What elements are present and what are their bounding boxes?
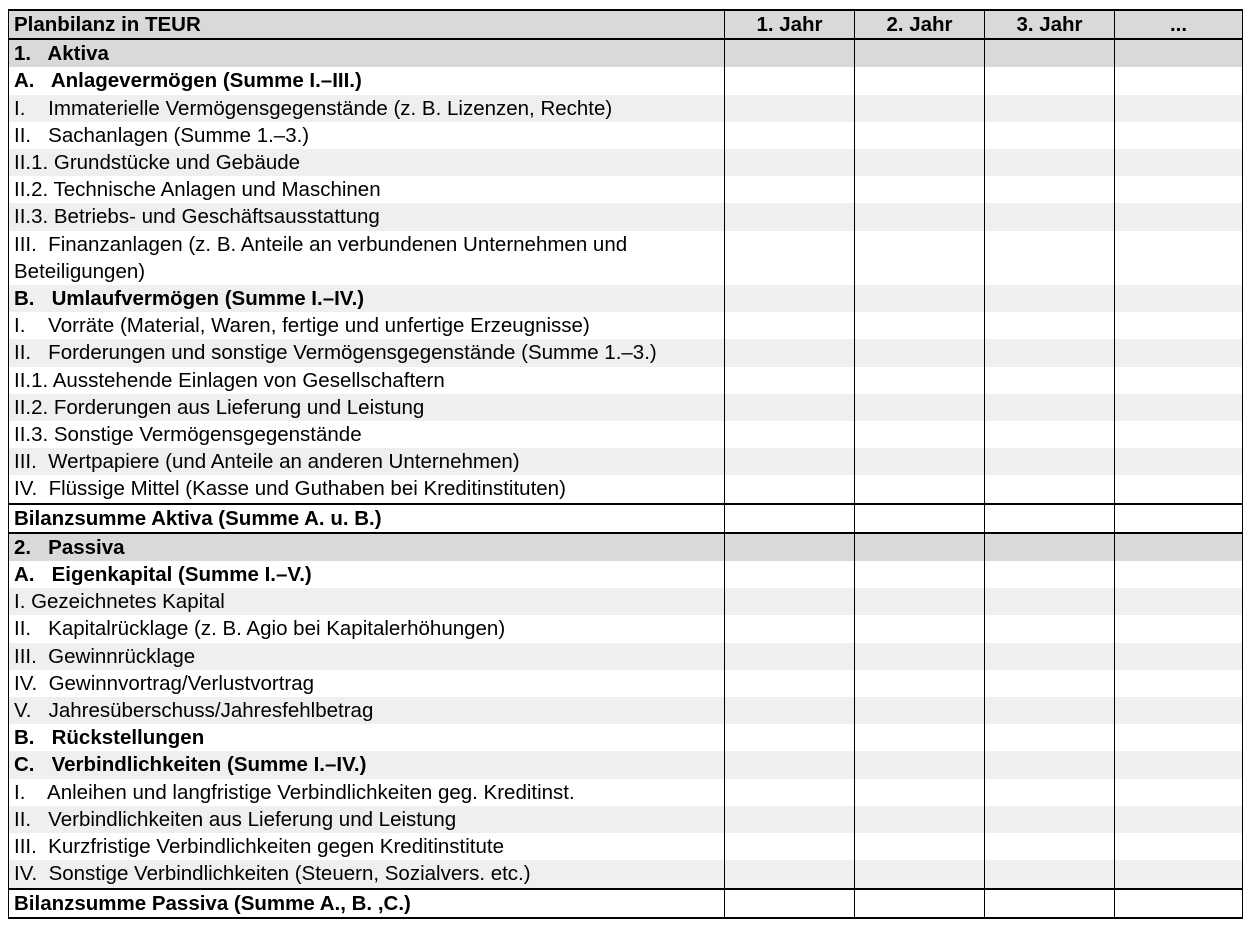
cell-year-2[interactable]	[855, 448, 985, 475]
table-row	[9, 561, 1243, 588]
row-label: I. Vorräte (Material, Waren, fertige und unfertige Erzeugnisse)	[9, 312, 725, 339]
cell-year-1[interactable]	[725, 615, 855, 642]
column-header-year-2: 2. Jahr	[855, 10, 985, 39]
row-label: I. Gezeichnetes Kapital	[9, 588, 725, 615]
table-row	[9, 697, 1243, 724]
cell-year-2[interactable]	[855, 889, 985, 918]
table-row	[9, 860, 1243, 888]
cell-more[interactable]	[1115, 697, 1243, 724]
table-row	[9, 394, 1243, 421]
cell-year-3[interactable]	[985, 203, 1115, 230]
column-header-more: ...	[1115, 10, 1243, 39]
cell-year-2[interactable]	[855, 751, 985, 778]
cell-year-1[interactable]	[725, 231, 855, 285]
row-label: 1. Aktiva	[9, 39, 725, 67]
row-label: II. Forderungen und sonstige Vermögensgegenstände (Summe 1.–3.)	[9, 339, 725, 366]
cell-year-3[interactable]	[985, 285, 1115, 312]
cell-year-3[interactable]	[985, 312, 1115, 339]
cell-year-2[interactable]	[855, 475, 985, 503]
cell-year-3[interactable]	[985, 421, 1115, 448]
cell-year-1[interactable]	[725, 367, 855, 394]
row-label: II. Verbindlichkeiten aus Lieferung und Leistung	[9, 806, 725, 833]
cell-more[interactable]	[1115, 670, 1243, 697]
table-row	[9, 588, 1243, 615]
cell-year-2[interactable]	[855, 67, 985, 94]
cell-more[interactable]	[1115, 448, 1243, 475]
cell-more[interactable]	[1115, 95, 1243, 122]
cell-year-3[interactable]	[985, 448, 1115, 475]
table-row	[9, 149, 1243, 176]
cell-year-3[interactable]	[985, 697, 1115, 724]
cell-year-2[interactable]	[855, 588, 985, 615]
cell-more[interactable]	[1115, 149, 1243, 176]
cell-year-1[interactable]	[725, 588, 855, 615]
cell-year-2[interactable]	[855, 670, 985, 697]
cell-more[interactable]	[1115, 724, 1243, 751]
cell-year-3[interactable]	[985, 122, 1115, 149]
cell-year-2[interactable]	[855, 312, 985, 339]
cell-more[interactable]	[1115, 312, 1243, 339]
row-label: III. Finanzanlagen (z. B. Anteile an verbundenen Unternehmen und Beteiligungen)	[9, 231, 725, 285]
cell-more[interactable]	[1115, 176, 1243, 203]
cell-more[interactable]	[1115, 39, 1243, 67]
cell-year-1[interactable]	[725, 643, 855, 670]
row-label: III. Gewinnrücklage	[9, 643, 725, 670]
cell-more[interactable]	[1115, 504, 1243, 533]
table-row	[9, 779, 1243, 806]
cell-year-2[interactable]	[855, 149, 985, 176]
row-label: 2. Passiva	[9, 533, 725, 561]
row-label: IV. Flüssige Mittel (Kasse und Guthaben bei Kreditinstituten)	[9, 475, 725, 503]
cell-year-2[interactable]	[855, 39, 985, 67]
cell-more[interactable]	[1115, 533, 1243, 561]
cell-year-1[interactable]	[725, 339, 855, 366]
balance-sheet-container	[8, 9, 1243, 919]
cell-year-2[interactable]	[855, 504, 985, 533]
cell-more[interactable]	[1115, 615, 1243, 642]
table-row	[9, 312, 1243, 339]
cell-year-1[interactable]	[725, 122, 855, 149]
cell-year-3[interactable]	[985, 561, 1115, 588]
table-row	[9, 67, 1243, 94]
table-row	[9, 203, 1243, 230]
cell-year-1[interactable]	[725, 561, 855, 588]
cell-year-2[interactable]	[855, 806, 985, 833]
cell-more[interactable]	[1115, 889, 1243, 918]
cell-year-2[interactable]	[855, 203, 985, 230]
row-label: V. Jahresüberschuss/Jahresfehlbetrag	[9, 697, 725, 724]
cell-year-3[interactable]	[985, 643, 1115, 670]
cell-year-1[interactable]	[725, 724, 855, 751]
cell-more[interactable]	[1115, 751, 1243, 778]
cell-year-1[interactable]	[725, 833, 855, 860]
row-label: Bilanzsumme Aktiva (Summe A. u. B.)	[9, 504, 725, 533]
cell-year-3[interactable]	[985, 724, 1115, 751]
cell-more[interactable]	[1115, 122, 1243, 149]
cell-more[interactable]	[1115, 588, 1243, 615]
cell-more[interactable]	[1115, 806, 1243, 833]
row-label: IV. Gewinnvortrag/Verlustvortrag	[9, 670, 725, 697]
planbilanz-table	[8, 9, 1243, 919]
cell-year-1[interactable]	[725, 448, 855, 475]
cell-more[interactable]	[1115, 285, 1243, 312]
cell-year-1[interactable]	[725, 475, 855, 503]
table-row	[9, 122, 1243, 149]
row-label: II.3. Sonstige Vermögensgegenstände	[9, 421, 725, 448]
cell-year-1[interactable]	[725, 95, 855, 122]
cell-more[interactable]	[1115, 231, 1243, 285]
table-row	[9, 724, 1243, 751]
cell-year-2[interactable]	[855, 615, 985, 642]
row-label: II.1. Grundstücke und Gebäude	[9, 149, 725, 176]
cell-year-2[interactable]	[855, 285, 985, 312]
cell-year-2[interactable]	[855, 95, 985, 122]
cell-more[interactable]	[1115, 421, 1243, 448]
cell-more[interactable]	[1115, 394, 1243, 421]
cell-year-1[interactable]	[725, 779, 855, 806]
cell-year-1[interactable]	[725, 312, 855, 339]
cell-year-3[interactable]	[985, 95, 1115, 122]
cell-year-2[interactable]	[855, 860, 985, 888]
cell-year-2[interactable]	[855, 643, 985, 670]
row-label: II.3. Betriebs- und Geschäftsausstattung	[9, 203, 725, 230]
table-row	[9, 670, 1243, 697]
cell-year-3[interactable]	[985, 149, 1115, 176]
cell-year-3[interactable]	[985, 504, 1115, 533]
cell-year-1[interactable]	[725, 285, 855, 312]
table-row	[9, 339, 1243, 366]
row-label: III. Wertpapiere (und Anteile an anderen Unternehmen)	[9, 448, 725, 475]
row-label: B. Umlaufvermögen (Summe I.–IV.)	[9, 285, 725, 312]
table-row	[9, 285, 1243, 312]
cell-year-1[interactable]	[725, 39, 855, 67]
table-row	[9, 176, 1243, 203]
cell-year-1[interactable]	[725, 533, 855, 561]
cell-year-3[interactable]	[985, 67, 1115, 94]
cell-year-2[interactable]	[855, 724, 985, 751]
row-label: III. Kurzfristige Verbindlichkeiten gegen Kreditinstitute	[9, 833, 725, 860]
column-header-year-3: 3. Jahr	[985, 10, 1115, 39]
cell-year-3[interactable]	[985, 339, 1115, 366]
cell-more[interactable]	[1115, 67, 1243, 94]
row-label: C. Verbindlichkeiten (Summe I.–IV.)	[9, 751, 725, 778]
cell-more[interactable]	[1115, 367, 1243, 394]
cell-year-3[interactable]	[985, 779, 1115, 806]
table-row	[9, 643, 1243, 670]
cell-year-3[interactable]	[985, 889, 1115, 918]
row-label: A. Anlagevermögen (Summe I.–III.)	[9, 67, 725, 94]
cell-year-3[interactable]	[985, 670, 1115, 697]
cell-year-3[interactable]	[985, 394, 1115, 421]
row-label: II.2. Technische Anlagen und Maschinen	[9, 176, 725, 203]
cell-more[interactable]	[1115, 339, 1243, 366]
cell-year-2[interactable]	[855, 231, 985, 285]
cell-more[interactable]	[1115, 860, 1243, 888]
table-row	[9, 751, 1243, 778]
cell-year-2[interactable]	[855, 561, 985, 588]
row-label: II.1. Ausstehende Einlagen von Gesellschaftern	[9, 367, 725, 394]
cell-more[interactable]	[1115, 475, 1243, 503]
cell-year-1[interactable]	[725, 421, 855, 448]
cell-year-1[interactable]	[725, 889, 855, 918]
cell-year-2[interactable]	[855, 697, 985, 724]
cell-year-2[interactable]	[855, 394, 985, 421]
section-row-aktiva	[9, 39, 1243, 67]
cell-year-3[interactable]	[985, 533, 1115, 561]
table-row	[9, 367, 1243, 394]
cell-year-3[interactable]	[985, 475, 1115, 503]
cell-more[interactable]	[1115, 779, 1243, 806]
row-label: II. Kapitalrücklage (z. B. Agio bei Kapitalerhöhungen)	[9, 615, 725, 642]
cell-year-1[interactable]	[725, 203, 855, 230]
cell-more[interactable]	[1115, 203, 1243, 230]
cell-year-1[interactable]	[725, 67, 855, 94]
cell-year-1[interactable]	[725, 806, 855, 833]
cell-year-1[interactable]	[725, 697, 855, 724]
row-label: A. Eigenkapital (Summe I.–V.)	[9, 561, 725, 588]
row-label: II.2. Forderungen aus Lieferung und Leistung	[9, 394, 725, 421]
cell-year-1[interactable]	[725, 860, 855, 888]
cell-year-3[interactable]	[985, 751, 1115, 778]
cell-year-1[interactable]	[725, 751, 855, 778]
cell-year-3[interactable]	[985, 176, 1115, 203]
cell-year-3[interactable]	[985, 806, 1115, 833]
cell-year-2[interactable]	[855, 367, 985, 394]
row-label: II. Sachanlagen (Summe 1.–3.)	[9, 122, 725, 149]
table-title: Planbilanz in TEUR	[9, 10, 725, 39]
cell-more[interactable]	[1115, 561, 1243, 588]
cell-year-1[interactable]	[725, 176, 855, 203]
cell-year-3[interactable]	[985, 367, 1115, 394]
total-row-aktiva	[9, 504, 1243, 533]
row-label: IV. Sonstige Verbindlichkeiten (Steuern, Sozialvers. etc.)	[9, 860, 725, 888]
table-row	[9, 615, 1243, 642]
table-row	[9, 475, 1243, 503]
cell-year-2[interactable]	[855, 533, 985, 561]
cell-year-1[interactable]	[725, 394, 855, 421]
cell-year-2[interactable]	[855, 176, 985, 203]
cell-more[interactable]	[1115, 643, 1243, 670]
cell-year-3[interactable]	[985, 615, 1115, 642]
cell-year-2[interactable]	[855, 339, 985, 366]
cell-year-2[interactable]	[855, 833, 985, 860]
cell-year-2[interactable]	[855, 122, 985, 149]
cell-year-3[interactable]	[985, 833, 1115, 860]
table-row	[9, 833, 1243, 860]
total-row-passiva	[9, 889, 1243, 918]
cell-year-2[interactable]	[855, 779, 985, 806]
table-row	[9, 421, 1243, 448]
table-row	[9, 95, 1243, 122]
cell-year-1[interactable]	[725, 149, 855, 176]
table-row	[9, 448, 1243, 475]
section-row-passiva	[9, 533, 1243, 561]
cell-year-1[interactable]	[725, 670, 855, 697]
table-row	[9, 231, 1243, 285]
cell-more[interactable]	[1115, 833, 1243, 860]
cell-year-3[interactable]	[985, 231, 1115, 285]
row-label: B. Rückstellungen	[9, 724, 725, 751]
cell-year-1[interactable]	[725, 504, 855, 533]
column-header-year-1: 1. Jahr	[725, 10, 855, 39]
row-label: I. Anleihen und langfristige Verbindlichkeiten geg. Kreditinst.	[9, 779, 725, 806]
table-row	[9, 806, 1243, 833]
row-label: I. Immaterielle Vermögensgegenstände (z. B. Lizenzen, Rechte)	[9, 95, 725, 122]
header-row	[9, 10, 1243, 39]
cell-year-3[interactable]	[985, 860, 1115, 888]
cell-year-3[interactable]	[985, 588, 1115, 615]
cell-year-2[interactable]	[855, 421, 985, 448]
row-label: Bilanzsumme Passiva (Summe A., B. ,C.)	[9, 889, 725, 918]
cell-year-3[interactable]	[985, 39, 1115, 67]
